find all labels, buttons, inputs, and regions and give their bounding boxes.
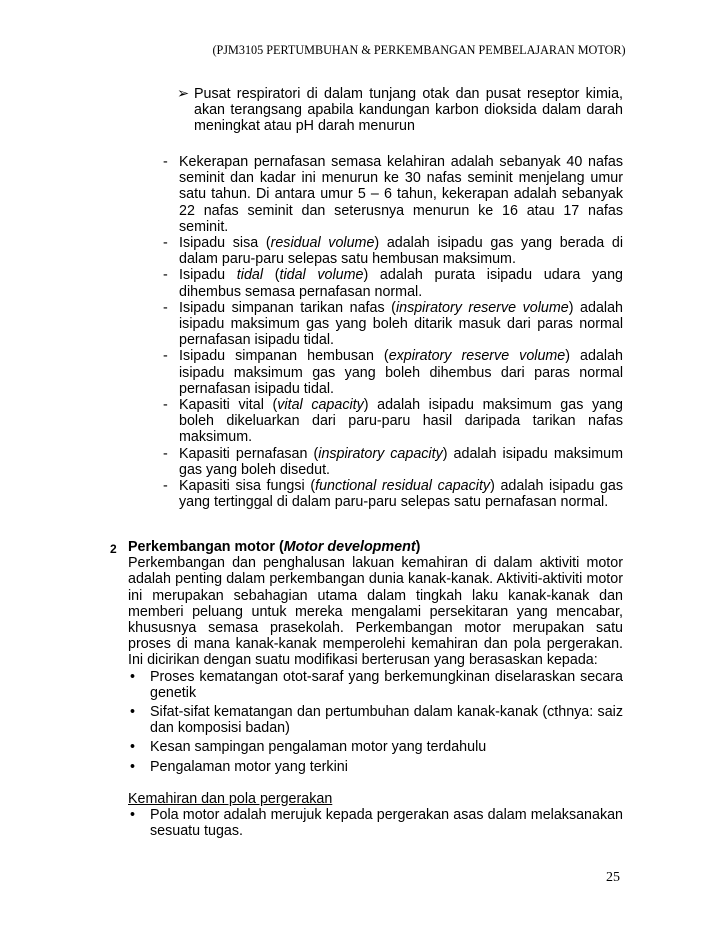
dash-list-item <box>163 348 623 397</box>
section-paragraph: Perkembangan dan penghalusan lakuan kemahiran di dalam aktiviti motor adalah penting dalam perkembangan dunia kanak-kanak. Aktiviti-aktiviti motor ini merupakan sebahagian utama dalam tingkah laku kanak-kanak dan memberi peluang untuk mereka mengalami persekitaran yang mencabar, khususnya semasa prasekolah. Perkembangan motor merupakan satu proses di mana kanak-kanak memperolehi kemahiran dan pola pergerakan. Ini dicirikan dengan suatu modifikasi berterusan yang berasaskan kepada: <box>128 555 623 669</box>
section-title-term: Motor development <box>283 539 416 555</box>
running-header: (PJM3105 PERTUMBUHAN & PERKEMBANGAN PEMBELAJARAN MOTOR) <box>212 43 626 57</box>
dash-item-text: Isipadu simpanan hembusan ( <box>179 348 389 365</box>
dash-marker: - <box>163 478 168 495</box>
dash-marker: - <box>163 235 168 252</box>
subheading: Kemahiran dan pola pergerakan <box>128 790 333 807</box>
section-number: 2 <box>110 542 117 556</box>
arrow-bullet-icon: ➢ <box>177 86 189 102</box>
bullet-text: Pengalaman motor yang terkini <box>150 758 348 775</box>
bullet-text: Sifat-sifat kematangan dan pertumbuhan dalam kanak-kanak (cthnya: saiz dan komposisi badan) <box>150 704 623 737</box>
dash-item-term: expiratory reserve volume <box>388 348 566 365</box>
dash-item-term: inspiratory capacity <box>318 445 443 462</box>
section-title <box>128 539 623 555</box>
section-title-text: Perkembangan motor ( <box>128 539 284 555</box>
dash-item-text: ) adalah isipadu gas yang tertinggal di dalam paru-paru selepas satu pernafasan normal. <box>179 478 624 511</box>
bullet-list-item <box>128 669 623 701</box>
page-number: 25 <box>606 870 620 885</box>
bullet-list-item <box>128 704 623 736</box>
dash-marker: - <box>163 267 168 284</box>
dash-item-text: Kekerapan pernafasan semasa kelahiran adalah sebanyak 40 nafas seminit dan kadar ini menurun ke 30 nafas seminit menjelang umur satu tahun. Di antara umur 5 – 6 tahun, kekerapan adalah sebanyak 22 nafas seminit dan seterusnya menurun ke 16 atau 17 nafas seminit. <box>179 154 623 235</box>
dash-item-term: residual volume <box>270 235 375 252</box>
bullet-list-item <box>128 807 623 839</box>
dash-list-item <box>163 235 623 267</box>
dash-item-term: inspiratory reserve volume <box>395 299 569 316</box>
dash-item-text: Isipadu sisa ( <box>179 235 271 252</box>
bullet-list-item <box>128 739 623 755</box>
bullet-marker: • <box>130 668 136 685</box>
dash-marker: - <box>163 348 168 365</box>
bullet-marker: • <box>130 704 136 721</box>
bullet-list <box>128 669 623 775</box>
dash-item-text: ) adalah isipadu maksimum gas yang boleh dihembus dari paras normal pernafasan isipadu tidal. <box>179 348 623 397</box>
arrow-item-text: Pusat respiratori di dalam tunjang otak dan pusat reseptor kimia, akan terangsang apabila kandungan karbon dioksida dalam darah meningkat atau pH darah menurun <box>194 86 623 135</box>
dash-list-item <box>163 446 623 478</box>
bullet-text: Kesan sampingan pengalaman motor yang terdahulu <box>150 739 487 756</box>
dash-list-item <box>163 154 623 235</box>
dash-item-text: Kapasiti pernafasan ( <box>179 445 319 462</box>
bullet-list-item <box>128 759 623 775</box>
dash-list-item <box>163 300 623 349</box>
dash-item-text: Kapasiti sisa fungsi ( <box>179 478 316 495</box>
bullet-text: Pola motor adalah merujuk kepada pergerakan asas dalam melaksanakan sesuatu tugas. <box>150 807 623 840</box>
dash-marker: - <box>163 299 168 316</box>
dash-item-term: tidal <box>236 267 264 284</box>
dash-list-item <box>163 397 623 446</box>
dash-marker: - <box>163 397 168 414</box>
dash-item-text: ) adalah isipadu maksimum gas yang boleh ditarik masuk dari paras normal pernafasan isipadu tidal. <box>179 299 623 349</box>
dash-item-term: tidal volume <box>279 267 364 284</box>
dash-item-term: vital capacity <box>277 397 364 414</box>
section-motor-development <box>128 539 623 842</box>
bullet-marker: • <box>130 758 136 775</box>
bullet-text: Proses kematangan otot-saraf yang berkemungkinan diselaraskan secara genetik <box>150 668 623 701</box>
bullet-marker: • <box>130 807 136 824</box>
dash-item-text: Isipadu <box>179 267 237 284</box>
sub-bullet-list <box>128 807 623 839</box>
dash-marker: - <box>163 154 168 170</box>
dash-item-text: ) adalah isipadu maksimum gas yang boleh dikeluarkan dari paru-paru hasil daripada tarikan nafas maksimum. <box>179 397 623 446</box>
dash-list <box>163 154 623 510</box>
dash-item-text: Isipadu simpanan tarikan nafas ( <box>179 299 396 316</box>
dash-item-text: ( <box>263 267 280 284</box>
section-title-text: ) <box>415 539 421 555</box>
dash-marker: - <box>163 445 168 462</box>
dash-list-item <box>163 478 623 510</box>
dash-item-term: functional residual capacity <box>315 478 491 495</box>
dash-item-text: ) adalah isipadu gas yang berada di dalam paru-paru selepas satu hembusan maksimum. <box>179 235 623 268</box>
arrow-list-item <box>177 86 623 135</box>
dash-item-text: ) adalah isipadu maksimum gas yang boleh disedut. <box>179 445 623 478</box>
bullet-marker: • <box>130 739 136 756</box>
dash-item-text: ) adalah purata isipadu udara yang dihembus semasa pernafasan normal. <box>179 267 624 300</box>
dash-item-text: Kapasiti vital ( <box>179 397 278 414</box>
dash-list-item <box>163 267 623 299</box>
